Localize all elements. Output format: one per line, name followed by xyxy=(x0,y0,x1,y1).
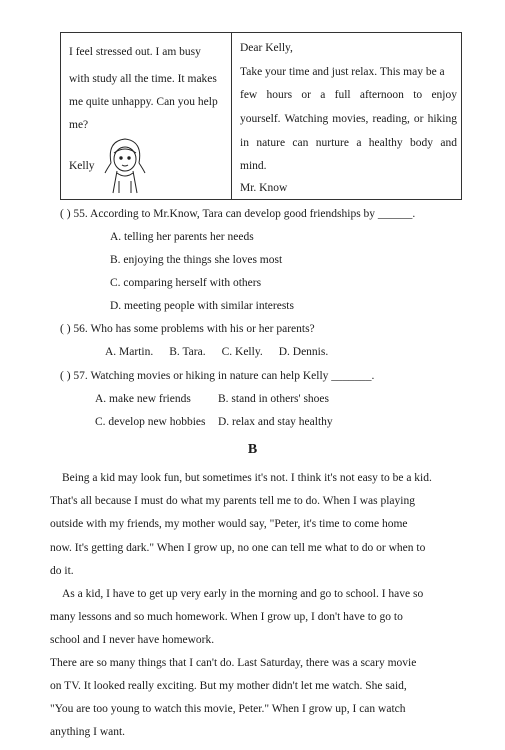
option-d: D. relax and stay healthy xyxy=(218,416,333,428)
kelly-signature: Kelly xyxy=(69,160,95,172)
kelly-girl-drawing xyxy=(97,133,153,199)
kelly-letter-line: I feel stressed out. I am busy xyxy=(69,46,201,58)
passage-line: There are so many things that I can't do. Last Saturday, there was a scary movie xyxy=(50,657,417,669)
option-b: B. Tara. xyxy=(169,346,206,358)
passage-line: Being a kid may look fun, but sometimes it's not. I think it's not easy to be a kid. xyxy=(62,472,432,484)
option-c: C. Kelly. xyxy=(221,346,263,358)
reply-line: mind. xyxy=(240,160,267,172)
section-title: B xyxy=(247,442,258,457)
question-56-options xyxy=(105,345,328,359)
reply-signature: Mr. Know xyxy=(240,182,288,194)
reply-line: few hours or a full afternoon to enjoy xyxy=(240,89,457,101)
passage-line: school and I never have homework. xyxy=(50,634,215,646)
option-b: B. stand in others' shoes xyxy=(218,393,329,405)
option-c: C. comparing herself with others xyxy=(110,277,262,289)
kelly-letter-line: me? xyxy=(69,119,89,131)
reply-line: Take your time and just relax. This may be a xyxy=(240,66,445,78)
kelly-letter-line: me quite unhappy. Can you help xyxy=(69,96,218,108)
passage-line: As a kid, I have to get up very early in the morning and go to school. I have so xyxy=(62,588,424,600)
option-b: B. enjoying the things she loves most xyxy=(110,254,283,266)
option-a: A. Martin. xyxy=(105,346,154,358)
reply-line: in nature can nurture a healthy body and xyxy=(240,137,457,149)
option-a: A. telling her parents her needs xyxy=(110,231,254,243)
passage-line: now. It's getting dark." When I grow up, no one can tell me what to do or when to xyxy=(50,542,426,554)
mr-know-reply-cell xyxy=(232,33,461,199)
passage-line: "You are too young to watch this movie, Peter." When I grow up, I can watch xyxy=(50,703,406,715)
option-c: C. develop new hobbies xyxy=(95,416,206,428)
passage-line: many lessons and so much homework. When I grow up, I don't have to go to xyxy=(50,611,403,623)
question-57: ( ) 57. Watching movies or hiking in nature can help Kelly _______. xyxy=(60,370,375,382)
question-56: ( ) 56. Who has some problems with his or her parents? xyxy=(60,323,315,335)
reply-greeting: Dear Kelly, xyxy=(240,42,293,54)
passage-line: do it. xyxy=(50,565,74,577)
passage-line: That's all because I must do what my parents tell me to do. When I was playing xyxy=(50,495,415,507)
question-55: ( ) 55. According to Mr.Know, Tara can develop good friendships by ______. xyxy=(60,208,416,220)
option-a: A. make new friends xyxy=(95,393,191,405)
passage-line: on TV. It looked really exciting. But my mother didn't let me watch. She said, xyxy=(50,680,407,692)
passage-line: outside with my friends, my mother would say, "Peter, it's time to come home xyxy=(50,518,408,530)
option-d: D. Dennis. xyxy=(278,346,329,358)
letters-table xyxy=(60,32,462,200)
reply-line: yourself. Watching movies, reading, or hiking xyxy=(240,113,457,125)
kelly-letter-line: with study all the time. It makes xyxy=(69,73,217,85)
passage-line: anything I want. xyxy=(50,726,126,738)
kelly-letter-cell xyxy=(61,33,232,199)
option-d: D. meeting people with similar interests xyxy=(110,300,294,312)
